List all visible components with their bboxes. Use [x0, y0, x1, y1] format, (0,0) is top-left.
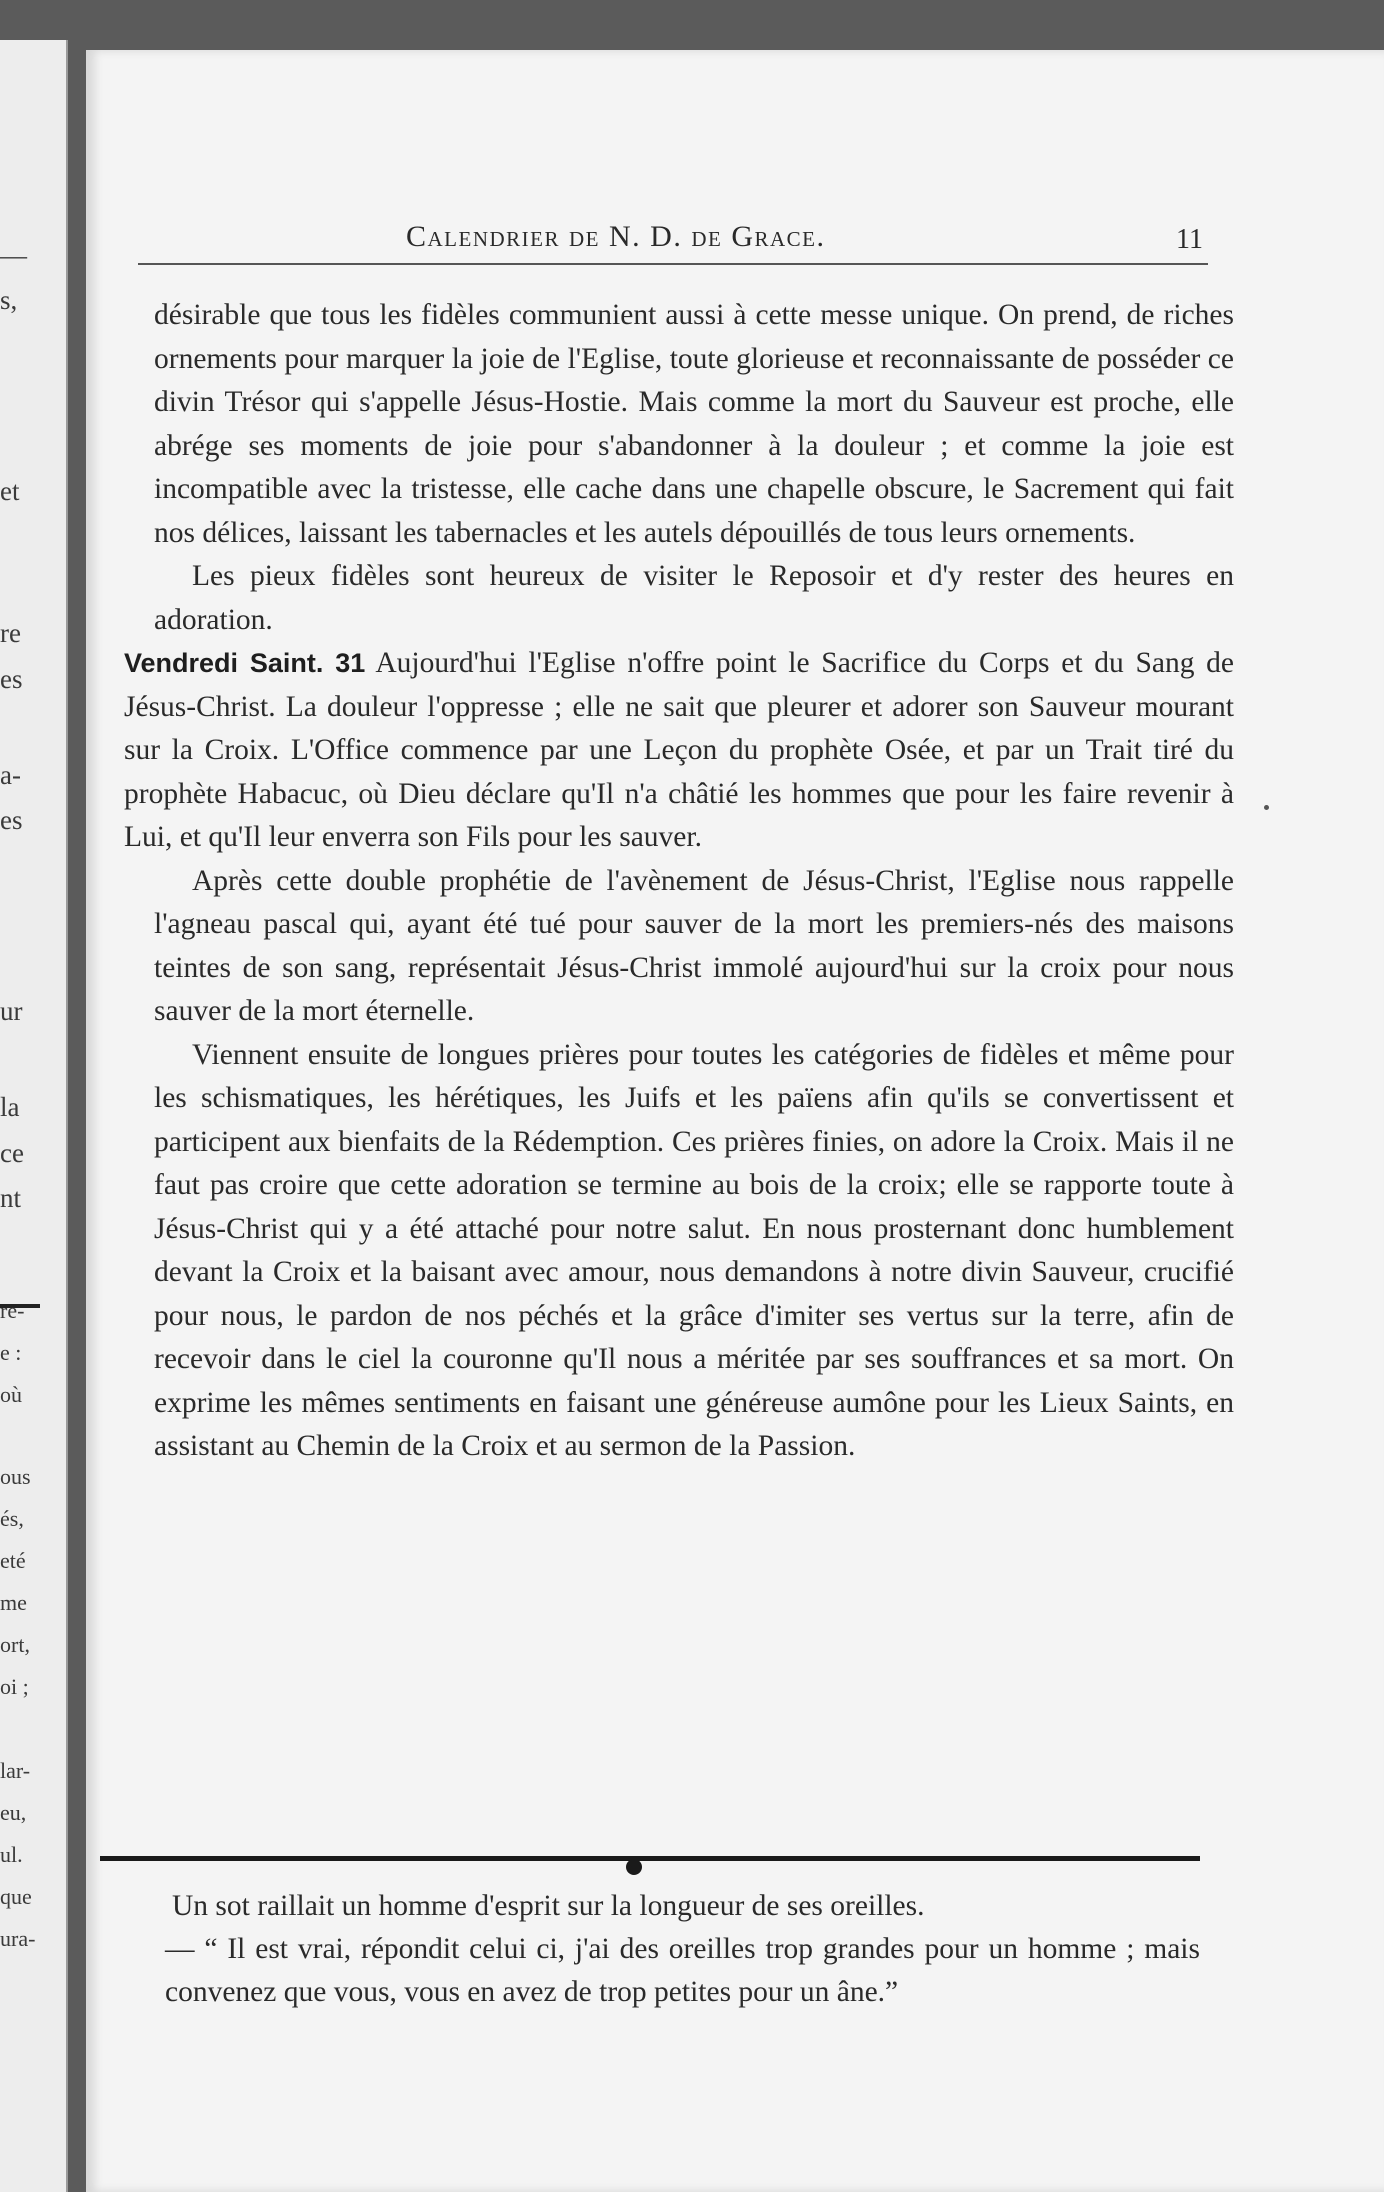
margin-fragment: ur: [0, 996, 23, 1026]
running-title: Calendrier de N. D. de Grace.: [406, 220, 826, 253]
margin-fragment: ous: [0, 1464, 31, 1489]
margin-fragment: es: [0, 664, 23, 694]
margin-fragment: es: [0, 805, 23, 835]
margin-fragment: où: [0, 1382, 22, 1407]
page-body: [124, 294, 1234, 1469]
paragraph: désirable que tous les fidèles communient aussi à cette messe unique. On prend, de riches ornements pour marquer la joie de l'Eglise, toute glorieuse et reconnaissante de posséder ce divin Trésor qui s'appelle Jésus-Hostie. Mais comme la mort du Sauveur est proche, elle abrége ses moments de joie pour s'abandonner à la douleur ; et comme la joie est incompatible avec la tristesse, elle cache dans une chapelle obscure, le Sacrement qui fait nos délices, laissant les tabernacles et les autels dépouillés de tous leurs ornements.: [154, 299, 1234, 549]
margin-fragment: eu,: [0, 1800, 27, 1825]
entry-label: Vendredi Saint. 31: [124, 648, 366, 678]
margin-fragment: ura-: [0, 1926, 36, 1951]
page-number: 11: [1176, 224, 1203, 255]
margin-fragment: re-: [0, 1298, 25, 1323]
margin-fragment: ce: [0, 1138, 24, 1168]
anecdote: [100, 1885, 1200, 2014]
running-header: [316, 220, 1256, 280]
anecdote-line: — “ Il est vrai, répondit celui ci, j'ai des oreilles trop grandes pour un homme ; mais convenez que vous, vous en avez de trop petites pour un âne.”: [165, 1933, 1200, 2008]
margin-fragment: lar-: [0, 1758, 31, 1783]
anecdote-line: Un sot raillait un homme d'esprit sur la longueur de ses oreilles.: [172, 1890, 925, 1922]
stray-mark: [1264, 805, 1269, 810]
margin-fragment: ul.: [0, 1842, 23, 1867]
margin-fragment: nt: [0, 1183, 22, 1213]
paragraph: Après cette double prophétie de l'avènement de Jésus-Christ, l'Eglise nous rappelle l'agneau pascal qui, ayant été tué pour sauver de la mort les premiers-nés des maisons teintes de son sang, représentait Jésus-Christ immolé aujourd'hui sur la croix pour nous sauver de la mort éternelle.: [154, 864, 1234, 1027]
calendar-entry: [124, 642, 1234, 860]
margin-fragment: que: [0, 1884, 32, 1909]
margin-fragment: ort,: [0, 1632, 30, 1657]
previous-page-edge: [0, 40, 68, 2192]
margin-fragment: és,: [0, 1506, 24, 1531]
margin-fragment: re: [0, 618, 21, 648]
margin-fragment: s,: [0, 285, 18, 315]
paragraph: Les pieux fidèles sont heureux de visiter le Reposoir et d'y rester des heures en adoration.: [154, 560, 1234, 636]
margin-fragment: la: [0, 1092, 20, 1122]
paragraph: Viennent ensuite de longues prières pour toutes les catégories de fidèles et même pour les schismatiques, les hérétiques, les Juifs et les païens afin qu'ils se convertissent et participent aux bienfaits de la Rédemption. Ces prières finies, on adore la Croix. Mais il ne faut pas croire que cette adoration se termine au bois de la croix; elle se rapporte toute à Jésus-Christ qui y a été attaché pour notre salut. En nous prosternant donc humblement devant la Croix et la baisant avec amour, nous demandons à notre divin Sauveur, crucifié pour nous, le pardon de nos péchés et la grâce d'imiter ses vertus sur la terre, afin de recevoir dans le ciel la couronne qu'Il nous a méritée par ses souffrances et sa mort. On exprime les mêmes sentiments en faisant une généreuse aumône pour les Lieux Saints, en assistant au Chemin de la Croix et au sermon de la Passion.: [154, 1038, 1234, 1462]
section-separator: [100, 1856, 1200, 1861]
separator-ornament: [626, 1859, 642, 1875]
margin-fragment: e :: [0, 1340, 22, 1365]
margin-fragment: —: [0, 240, 27, 270]
margin-fragment: oi ;: [0, 1674, 29, 1699]
book-page: [86, 50, 1384, 2192]
margin-fragment: a-: [0, 760, 21, 790]
margin-fragment: eté: [0, 1548, 26, 1573]
margin-fragment: me: [0, 1590, 27, 1615]
header-rule: [138, 263, 1208, 265]
margin-fragment: et: [0, 476, 20, 506]
entry-text: Aujourd'hui l'Eglise n'offre point le Sacrifice du Corps et du Sang de Jésus-Christ. La douleur l'oppresse ; elle ne sait que pleurer et adorer son Sauveur mourant sur la Croix. L'Office commence par une Leçon du prophète Osée, et par un Trait tiré du prophète Habacuc, où Dieu déclare qu'Il n'a châtié les hommes que pour les faire revenir à Lui, et qu'Il leur enverra son Fils pour les sauver.: [124, 647, 1234, 853]
